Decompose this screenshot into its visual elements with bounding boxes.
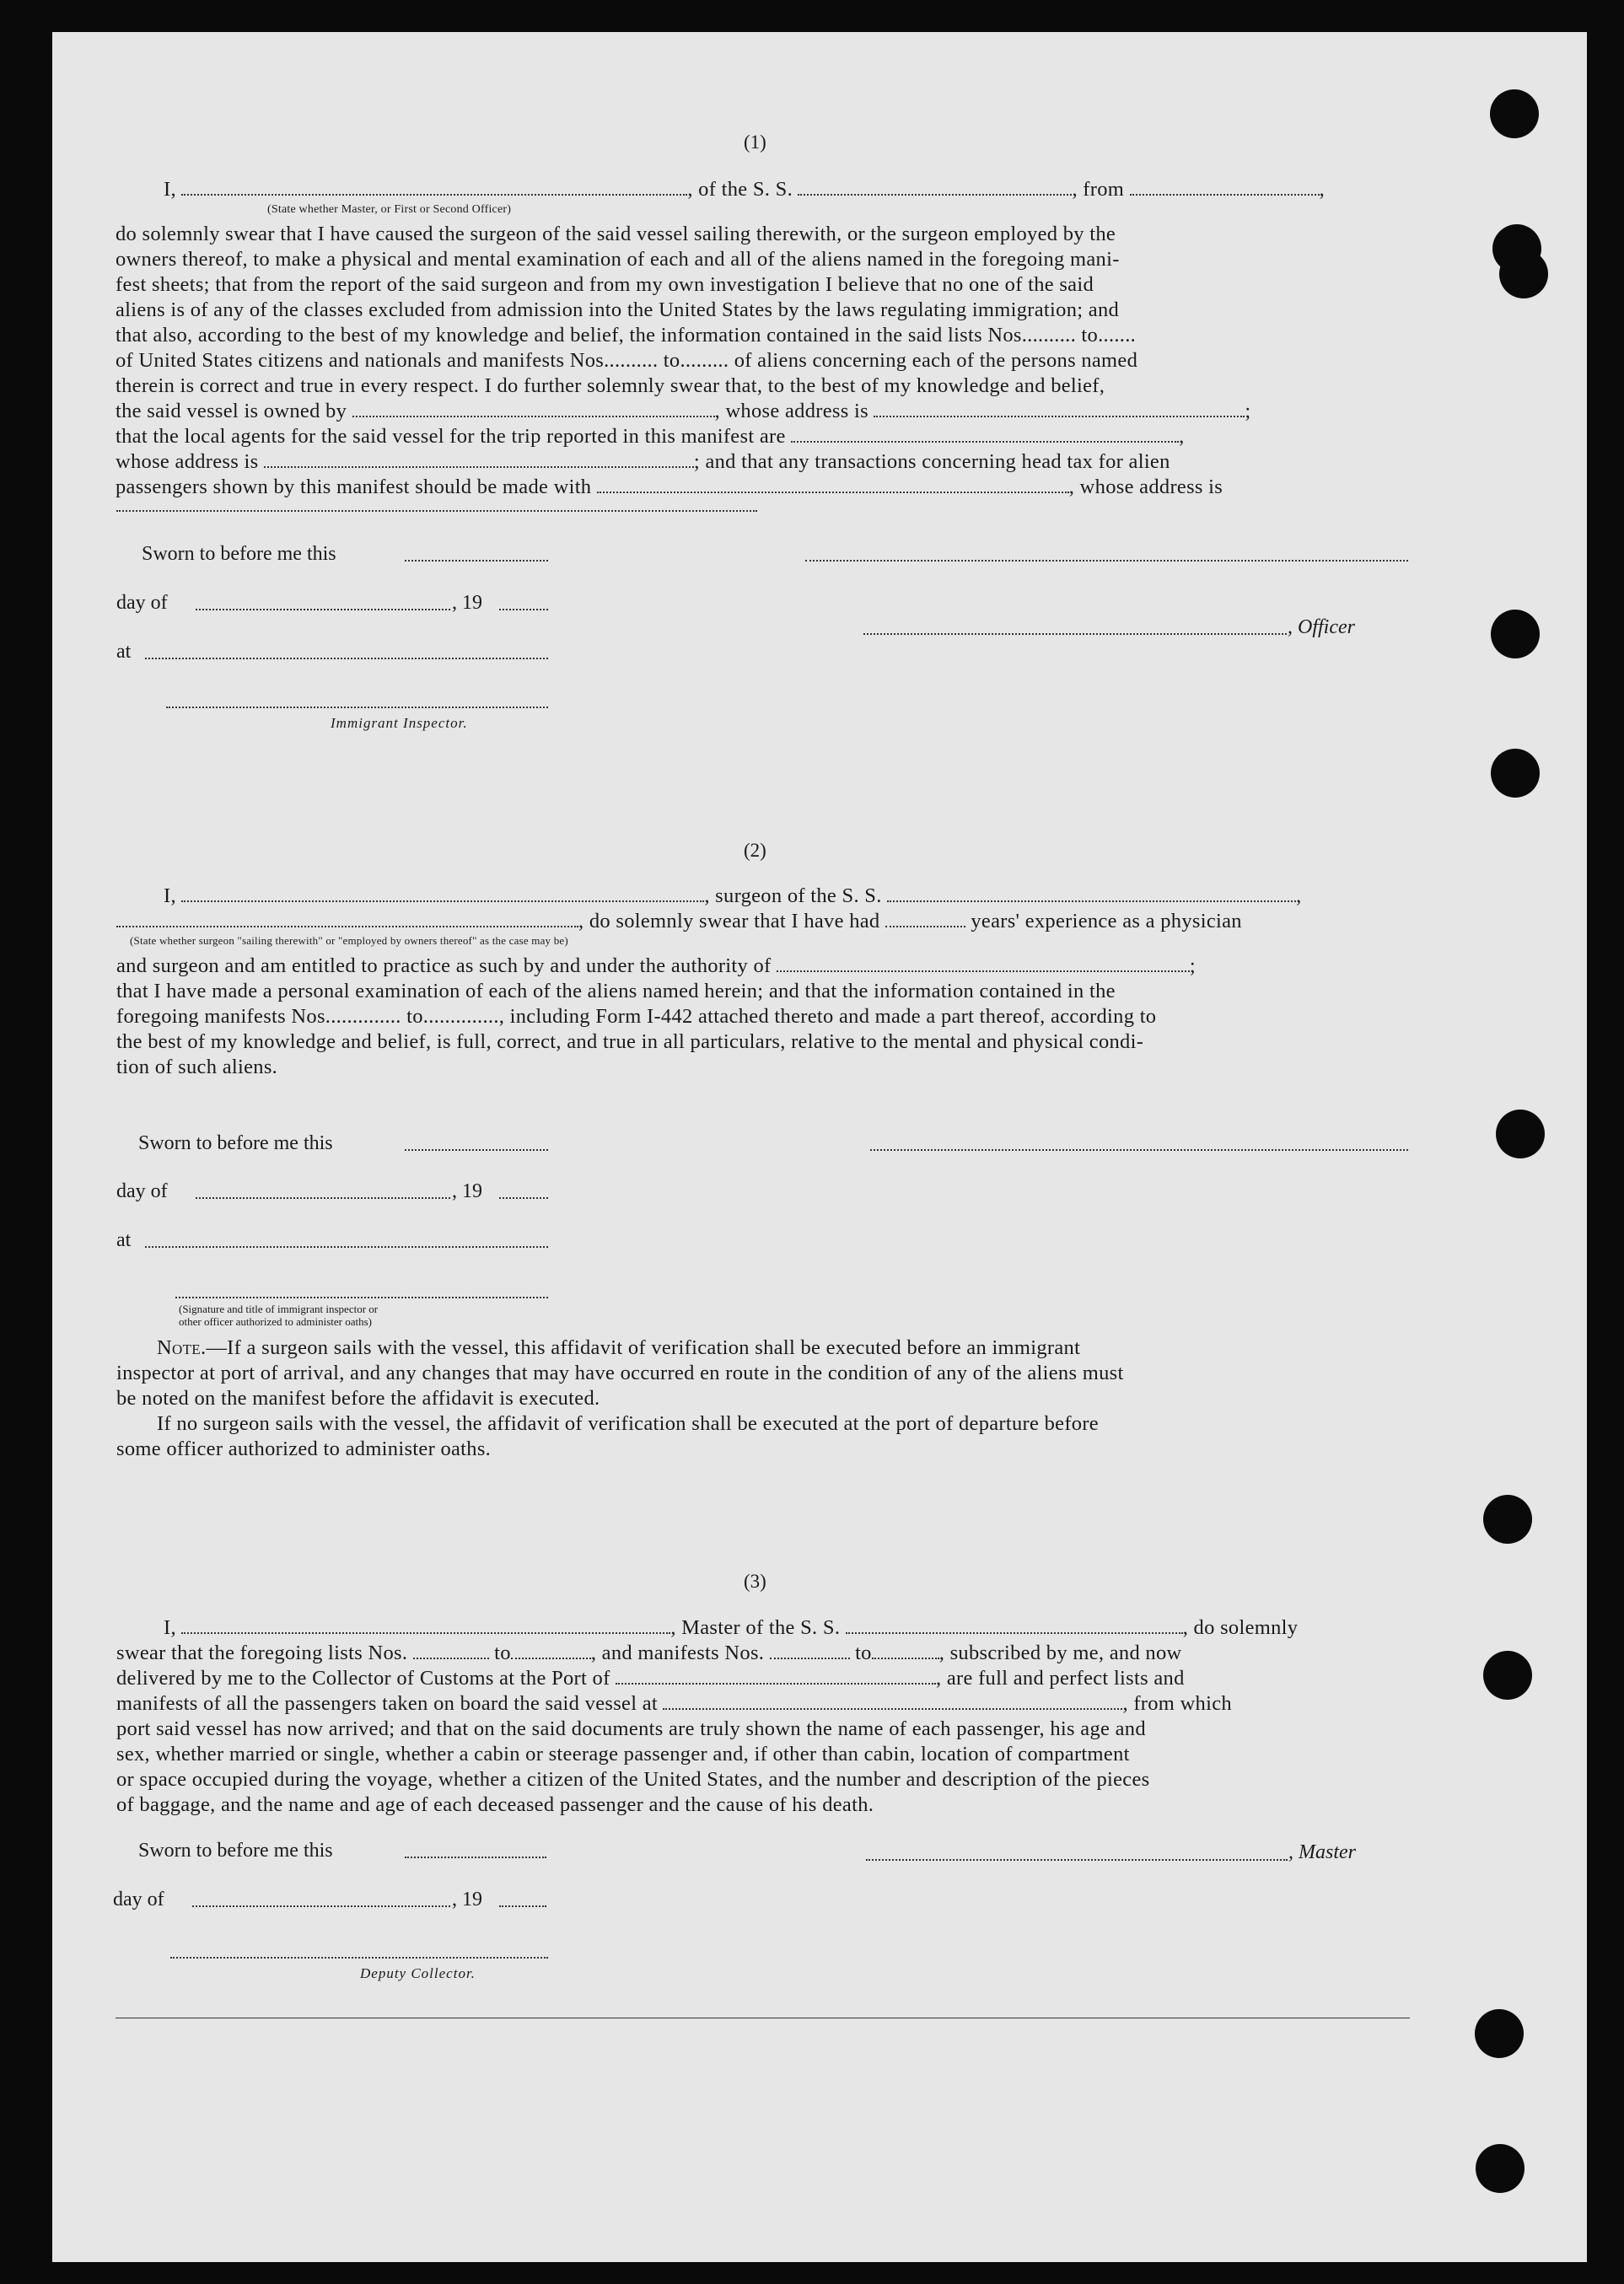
pronoun-i: I, bbox=[164, 178, 176, 201]
sworn-date-field[interactable] bbox=[405, 560, 548, 562]
signature-note-line: (Signature and title of immigrant inspector or bbox=[179, 1303, 379, 1315]
manifests-to-field[interactable] bbox=[872, 1642, 939, 1659]
local-agents-field[interactable] bbox=[791, 426, 1179, 443]
punch-hole-8 bbox=[1483, 1651, 1532, 1700]
body-line: owners thereof, to make a physical and mental examination of each and all of the aliens named in the foregoing mani- bbox=[116, 248, 1120, 271]
section-3-line-1 bbox=[164, 1615, 1462, 1641]
do-solemnly-label: , do solemnly swear that I have had bbox=[578, 910, 880, 932]
signature-note bbox=[179, 1303, 378, 1328]
manifests-all-label: manifests of all the passengers taken on board the said vessel at bbox=[116, 1692, 659, 1715]
whose-address-label: , whose address is bbox=[714, 400, 868, 422]
inspector-signature-field[interactable] bbox=[166, 707, 548, 708]
comma: , bbox=[1319, 178, 1325, 201]
section-3-line-4 bbox=[116, 1691, 1465, 1717]
surgeon-status-note: (State whether surgeon "sailing therewith" or "employed by owners thereof" as the case may be) bbox=[130, 934, 568, 947]
punch-hole-7 bbox=[1483, 1495, 1532, 1544]
note-text: —If a surgeon sails with the vessel, this affidavit of verification shall be executed before an immigrant bbox=[206, 1336, 1081, 1359]
master-signature-line-1[interactable] bbox=[805, 560, 1408, 562]
note-line: be noted on the manifest before the affidavit is executed. bbox=[116, 1387, 600, 1410]
form-page bbox=[52, 32, 1587, 2262]
to-label: to bbox=[855, 1642, 872, 1664]
local-agents-label: that the local agents for the said vessel for the trip reported in this manifest are bbox=[116, 425, 786, 448]
body-line: of United States citizens and nationals and manifests Nos.......... to......... of aliens concerning each of the persons named bbox=[116, 349, 1138, 372]
embark-port-field[interactable] bbox=[663, 1693, 1122, 1710]
passengers-shown-line bbox=[116, 475, 1465, 500]
at-field[interactable] bbox=[145, 1246, 548, 1248]
agent-address-line bbox=[116, 449, 1465, 475]
year-field[interactable] bbox=[499, 1197, 548, 1199]
from-label: , from bbox=[1072, 178, 1125, 201]
passengers-shown-label: passengers shown by this manifest should be made with bbox=[116, 476, 592, 498]
sworn-date-field[interactable] bbox=[405, 1857, 546, 1858]
head-tax-address-field[interactable] bbox=[116, 510, 757, 512]
section-3-line-2 bbox=[116, 1641, 1465, 1666]
master-of-label: , Master of the S. S. bbox=[670, 1616, 841, 1639]
body-line: of baggage, and the name and age of each deceased passenger and the cause of his death. bbox=[116, 1793, 874, 1816]
to-label: to bbox=[494, 1642, 511, 1664]
deputy-collector-label: Deputy Collector. bbox=[360, 1965, 476, 1981]
year-label: , 19 bbox=[452, 1180, 482, 1202]
lists-from-field[interactable] bbox=[413, 1642, 489, 1659]
body-line: the best of my knowledge and belief, is full, correct, and true in all particulars, relative to the mental and physical condi- bbox=[116, 1030, 1144, 1053]
full-lists-label: , are full and perfect lists and bbox=[936, 1667, 1185, 1690]
body-line: that also, according to the best of my knowledge and belief, the information contained in the said lists Nos.......... to....... bbox=[116, 324, 1137, 347]
authority-field[interactable] bbox=[777, 955, 1190, 972]
punch-hole-5 bbox=[1491, 749, 1540, 798]
officer-signature-field[interactable] bbox=[863, 633, 1287, 635]
year-field[interactable] bbox=[499, 609, 548, 610]
surgeon-of-label: , surgeon of the S. S. bbox=[704, 884, 882, 907]
authority-label: and surgeon and am entitled to practice as such by and under the authority of bbox=[116, 954, 772, 977]
sworn-date-field[interactable] bbox=[405, 1149, 548, 1151]
of-ss-label: , of the S. S. bbox=[687, 178, 793, 201]
owner-address-field[interactable] bbox=[874, 400, 1245, 417]
punch-hole-4 bbox=[1491, 610, 1540, 658]
inspector-label: Immigrant Inspector. bbox=[331, 715, 468, 731]
years-experience-field[interactable] bbox=[885, 911, 965, 927]
manifests-from-field[interactable] bbox=[770, 1642, 850, 1659]
sworn-label: Sworn to before me this bbox=[138, 1840, 333, 1862]
day-of-label: day of bbox=[113, 1889, 164, 1910]
agent-address-field[interactable] bbox=[264, 451, 694, 468]
section-1-number: (1) bbox=[744, 132, 766, 153]
master-name-field[interactable] bbox=[181, 1617, 670, 1634]
punch-hole-1 bbox=[1490, 89, 1539, 138]
master-signature-field[interactable] bbox=[866, 1859, 1288, 1861]
punch-hole-10 bbox=[1476, 2144, 1525, 2193]
year-label: , 19 bbox=[452, 1889, 482, 1910]
section-1-body bbox=[116, 222, 1465, 500]
officer-rank-note: (State whether Master, or First or Second Officer) bbox=[267, 203, 512, 216]
surgeon-status-field[interactable] bbox=[116, 911, 578, 927]
pronoun-i: I, bbox=[164, 884, 176, 907]
head-tax-label: ; and that any transactions concerning head tax for alien bbox=[693, 450, 1170, 473]
punch-hole-3 bbox=[1499, 250, 1548, 298]
head-tax-agent-field[interactable] bbox=[597, 476, 1069, 493]
day-of-label: day of bbox=[116, 592, 168, 614]
body-line: foregoing manifests Nos.............. to.............., including Form I-442 attached thereto and made a part thereof, according to bbox=[116, 1005, 1157, 1028]
section-2-line-1: I, , surgeon of the S. S. , bbox=[164, 884, 1302, 907]
body-line: sex, whether married or single, whether a cabin or steerage passenger and, if other than cabin, location of compartment bbox=[116, 1743, 1130, 1765]
year-field[interactable] bbox=[499, 1905, 546, 1907]
port-field[interactable] bbox=[616, 1668, 936, 1685]
note-line: inspector at port of arrival, and any changes that may have occurred en route in the condition of any of the aliens must bbox=[116, 1362, 1124, 1384]
local-agents-line: that the local agents for the said vessel for the trip reported in this manifest are , bbox=[116, 425, 1185, 448]
deputy-collector-signature-field[interactable] bbox=[170, 1957, 548, 1959]
body-line: that I have made a personal examination of each of the aliens named herein; and that the information contained in the bbox=[116, 980, 1116, 1002]
sworn-label: Sworn to before me this bbox=[138, 1132, 333, 1154]
day-of-field[interactable] bbox=[192, 1905, 450, 1907]
section-3-number: (3) bbox=[744, 1571, 766, 1592]
body-line: port said vessel has now arrived; and that on the said documents are truly shown the name of each passenger, his age and bbox=[116, 1717, 1146, 1740]
note-block bbox=[116, 1335, 1465, 1462]
section-3-body bbox=[116, 1717, 1465, 1818]
administering-officer-signature-field[interactable] bbox=[175, 1297, 548, 1298]
body-line: tion of such aliens. bbox=[116, 1056, 278, 1078]
body-line: aliens is of any of the classes excluded from admission into the United States by the laws regulating immigration; and bbox=[116, 298, 1120, 321]
signature-note-line: other officer authorized to administer oaths) bbox=[179, 1315, 372, 1328]
from-which-label: , from which bbox=[1122, 1692, 1232, 1715]
section-2-number: (2) bbox=[744, 840, 766, 861]
and-manifests-label: , and manifests Nos. bbox=[590, 1642, 765, 1664]
owner-field[interactable] bbox=[352, 400, 715, 417]
body-line: fest sheets; that from the report of the said surgeon and from my own investigation I believe that no one of the said bbox=[116, 273, 1094, 296]
surgeon-name-field[interactable] bbox=[181, 885, 704, 902]
year-label: , 19 bbox=[452, 592, 482, 614]
punch-hole-9 bbox=[1475, 2009, 1524, 2058]
officer-rank-field[interactable] bbox=[181, 179, 687, 196]
punch-hole-6 bbox=[1496, 1110, 1545, 1158]
body-line: therein is correct and true in every respect. I do further solemnly swear that, to the best of my knowledge and belief, bbox=[116, 374, 1105, 397]
pronoun-i: I, bbox=[164, 1616, 176, 1639]
note-line bbox=[116, 1335, 1465, 1361]
note-line: If no surgeon sails with the vessel, the affidavit of verification shall be executed at the port of departure before bbox=[157, 1412, 1099, 1435]
vessel-name-field[interactable] bbox=[887, 885, 1296, 902]
surgeon-signature-field[interactable] bbox=[870, 1149, 1408, 1151]
section-1-line-1 bbox=[164, 177, 1462, 202]
authority-line: and surgeon and am entitled to practice as such by and under the authority of ; bbox=[116, 954, 1196, 977]
day-of-label: day of bbox=[116, 1180, 168, 1202]
master-label: , Master bbox=[1288, 1841, 1356, 1863]
section-2-body bbox=[116, 954, 1465, 1080]
do-solemnly-label: , do solemnly bbox=[1182, 1616, 1299, 1639]
delivered-label: delivered by me to the Collector of Customs at the Port of bbox=[116, 1667, 610, 1690]
officer-label: , Officer bbox=[1288, 616, 1355, 638]
vessel-name-field[interactable] bbox=[846, 1617, 1183, 1634]
section-2-line-2 bbox=[116, 909, 1465, 934]
whose-address-label: whose address is bbox=[116, 450, 259, 473]
section-3-line-3 bbox=[116, 1666, 1465, 1691]
body-line: do solemnly swear that I have caused the surgeon of the said vessel sailing therewith, or the surgeon employed by the bbox=[116, 223, 1116, 245]
swear-lists-label: swear that the foregoing lists Nos. bbox=[116, 1642, 408, 1664]
note-line: some officer authorized to administer oaths. bbox=[116, 1438, 492, 1460]
note-label: Note. bbox=[157, 1336, 207, 1359]
vessel-name-field[interactable] bbox=[798, 179, 1072, 196]
at-label: at bbox=[116, 641, 132, 663]
sworn-label: Sworn to before me this bbox=[142, 543, 336, 565]
years-experience-label: years' experience as a physician bbox=[971, 910, 1242, 932]
owned-by-line: the said vessel is owned by , whose address is ; bbox=[116, 400, 1251, 422]
from-port-field[interactable] bbox=[1130, 179, 1320, 196]
subscribed-label: , subscribed by me, and now bbox=[938, 1642, 1182, 1664]
lists-to-field[interactable] bbox=[511, 1642, 591, 1659]
body-line: or space occupied during the voyage, whether a citizen of the United States, and the number and description of the pieces bbox=[116, 1768, 1150, 1791]
day-of-field[interactable] bbox=[196, 609, 450, 610]
whose-address-label: , whose address is bbox=[1068, 476, 1223, 498]
owned-by-label: the said vessel is owned by bbox=[116, 400, 347, 422]
at-field[interactable] bbox=[145, 658, 548, 659]
at-label: at bbox=[116, 1229, 132, 1251]
day-of-field[interactable] bbox=[196, 1197, 450, 1199]
